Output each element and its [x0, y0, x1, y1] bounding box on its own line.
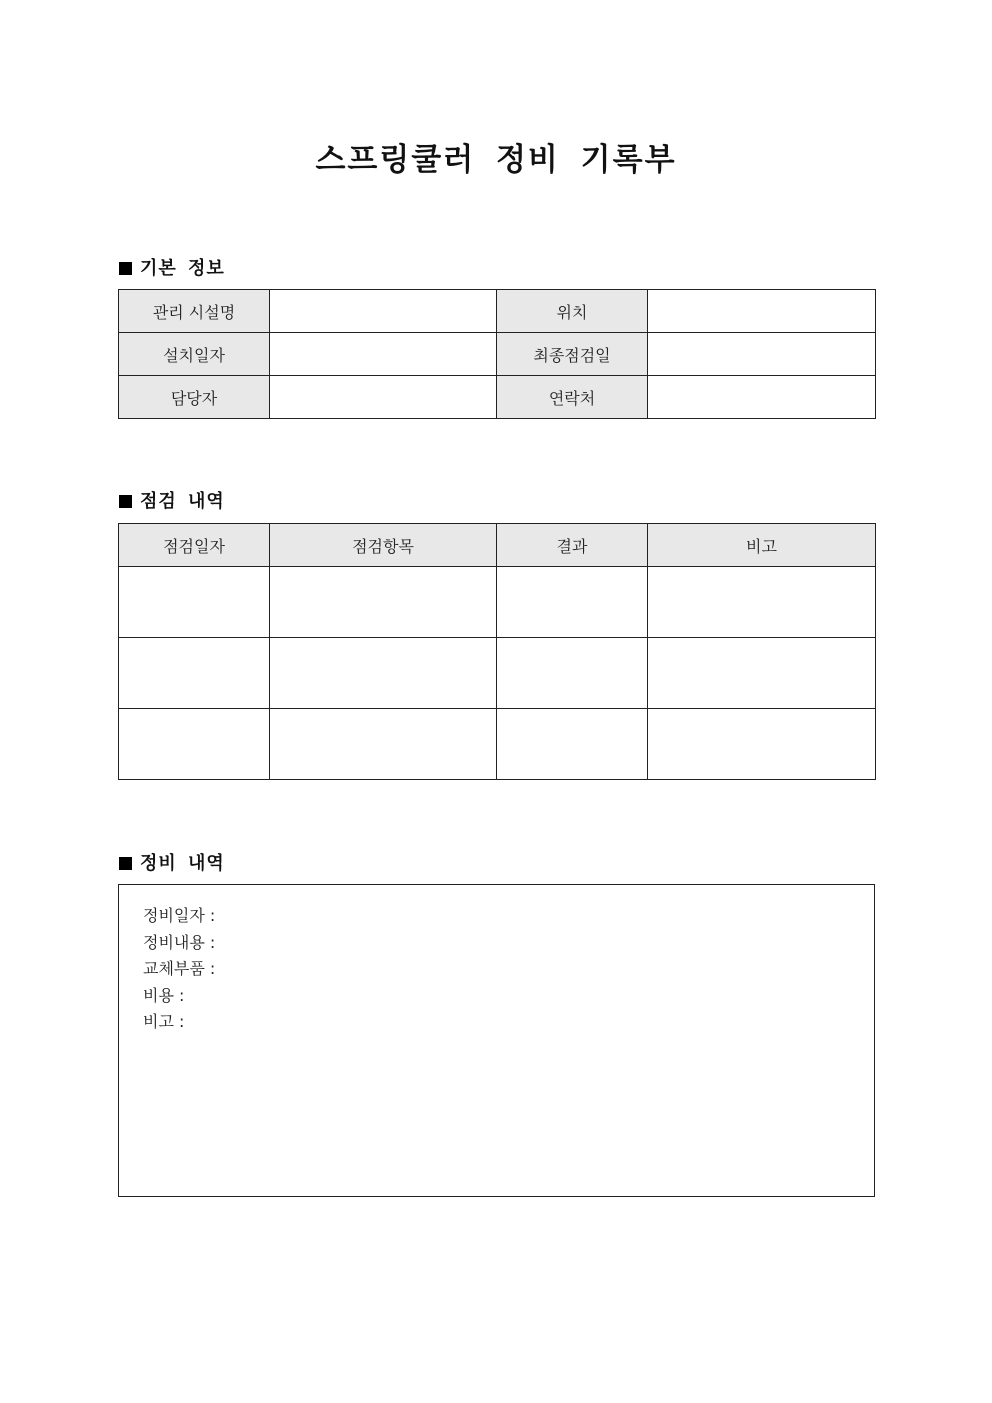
table-row	[119, 638, 876, 709]
table-row	[119, 376, 876, 419]
section-heading-text: 점검 내역	[140, 491, 225, 512]
maintenance-field-list	[143, 903, 215, 1036]
field-value-last-inspection-date[interactable]	[648, 333, 876, 376]
field-label-manager: 담당자	[119, 376, 270, 419]
section-heading-maintenance	[119, 849, 225, 875]
black-square-icon	[119, 495, 132, 508]
field-value-install-date[interactable]	[270, 333, 497, 376]
column-header-remarks: 비고	[648, 524, 876, 567]
table-row	[119, 290, 876, 333]
cell-inspection-date[interactable]	[119, 567, 270, 638]
table-row	[119, 333, 876, 376]
cell-inspection-date[interactable]	[119, 709, 270, 780]
section-heading-basic-info	[119, 254, 225, 280]
section-heading-text: 정비 내역	[140, 853, 225, 874]
section-heading-text: 기본 정보	[140, 258, 225, 279]
column-header-result: 결과	[497, 524, 648, 567]
cell-inspection-item[interactable]	[270, 638, 497, 709]
field-value-contact[interactable]	[648, 376, 876, 419]
field-value-location[interactable]	[648, 290, 876, 333]
cell-inspection-item[interactable]	[270, 567, 497, 638]
document-title: 스프링쿨러 정비 기록부	[315, 142, 677, 178]
field-label-last-inspection-date: 최종점검일	[497, 333, 648, 376]
black-square-icon	[119, 262, 132, 275]
column-header-inspection-item: 점검항목	[270, 524, 497, 567]
maintenance-field-remarks: 비고 :	[143, 1012, 185, 1031]
basic-info-table	[118, 289, 876, 419]
field-label-facility-name: 관리 시설명	[119, 290, 270, 333]
maintenance-details-box[interactable]	[118, 884, 875, 1197]
cell-result[interactable]	[497, 709, 648, 780]
cell-result[interactable]	[497, 567, 648, 638]
field-label-install-date: 설치일자	[119, 333, 270, 376]
black-square-icon	[119, 857, 132, 870]
cell-remarks[interactable]	[648, 709, 876, 780]
field-value-manager[interactable]	[270, 376, 497, 419]
field-label-contact: 연락처	[497, 376, 648, 419]
table-header-row	[119, 524, 876, 567]
cell-remarks[interactable]	[648, 638, 876, 709]
maintenance-field-date: 정비일자 :	[143, 906, 216, 925]
maintenance-field-cost: 비용 :	[143, 985, 185, 1005]
cell-result[interactable]	[497, 638, 648, 709]
cell-inspection-item[interactable]	[270, 709, 497, 780]
maintenance-field-replaced-parts: 교체부품 :	[143, 959, 216, 978]
cell-inspection-date[interactable]	[119, 638, 270, 709]
column-header-inspection-date: 점검일자	[119, 524, 270, 567]
maintenance-field-content: 정비내용 :	[143, 932, 216, 952]
section-heading-inspection	[119, 487, 225, 513]
table-row	[119, 567, 876, 638]
cell-remarks[interactable]	[648, 567, 876, 638]
inspection-table	[118, 523, 876, 780]
table-row	[119, 709, 876, 780]
field-value-facility-name[interactable]	[270, 290, 497, 333]
field-label-location: 위치	[497, 290, 648, 333]
